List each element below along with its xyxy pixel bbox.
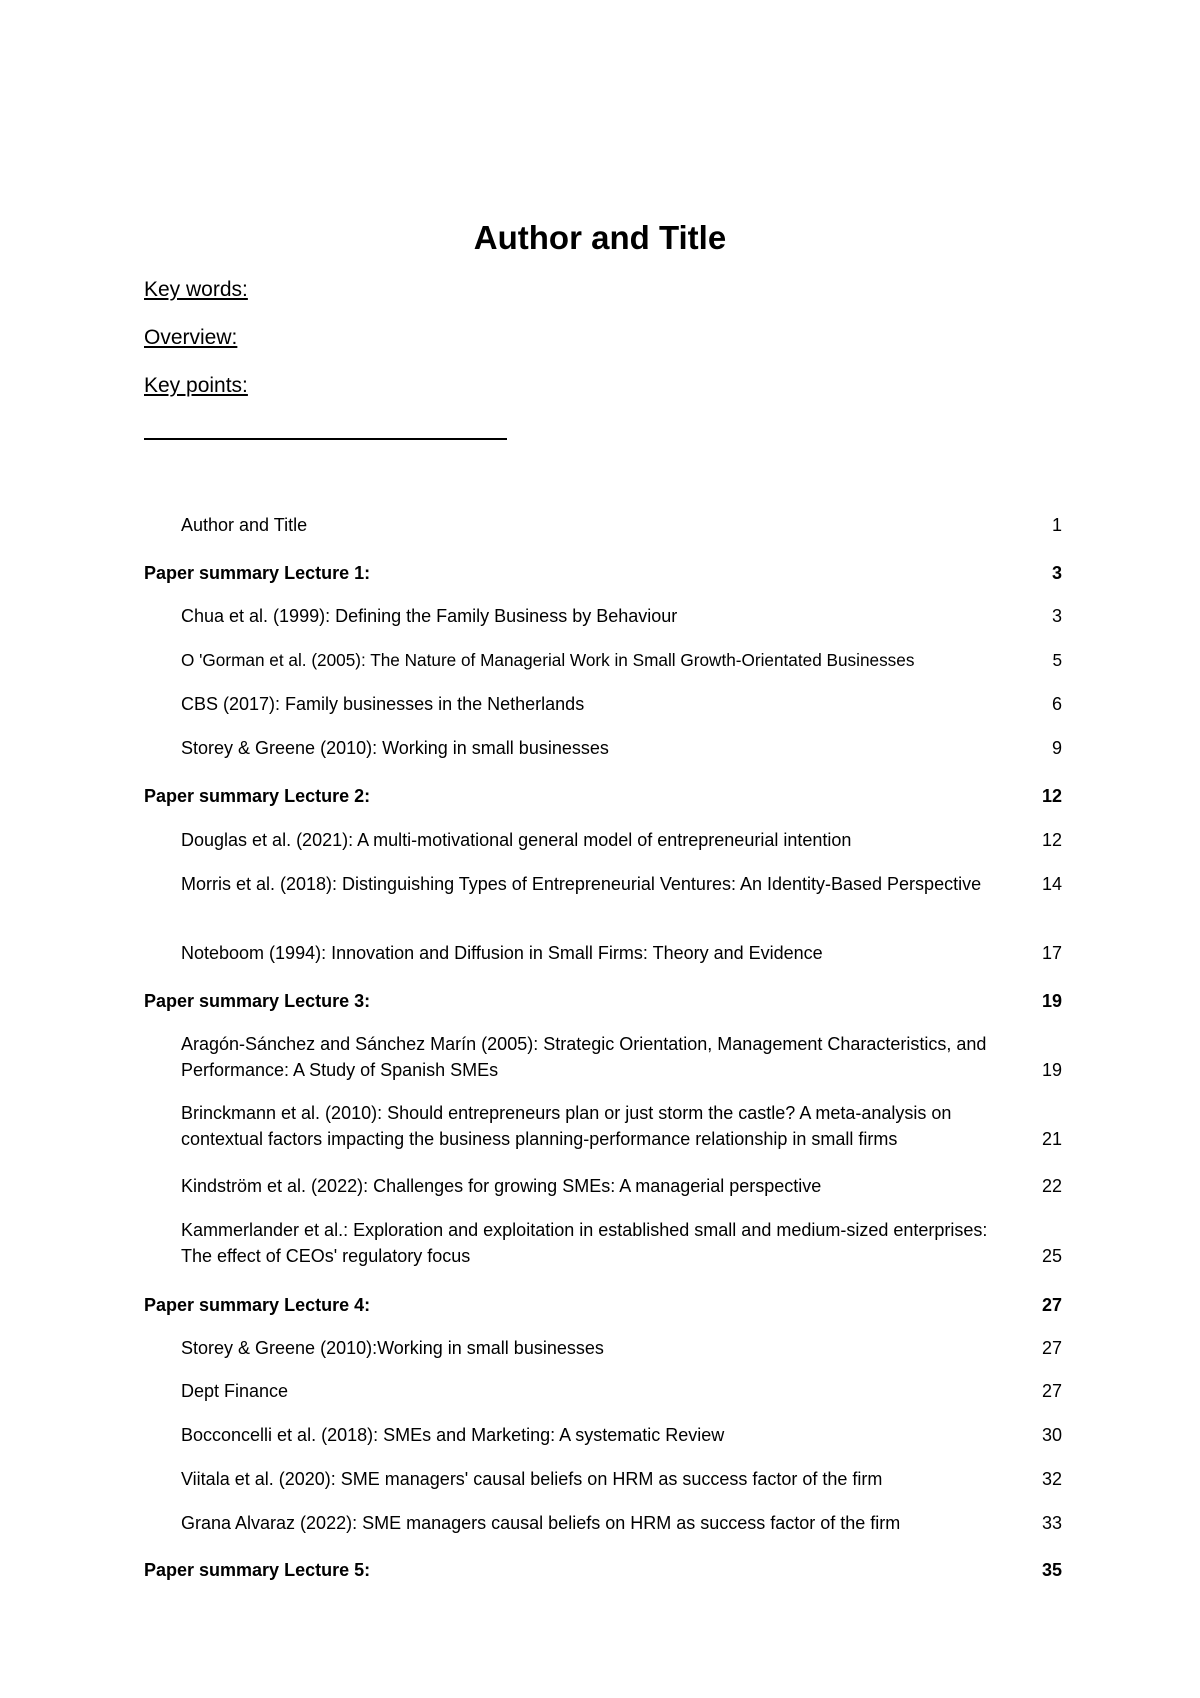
toc-entry-page: 14 <box>1041 874 1062 894</box>
toc-section-heading[interactable] <box>144 1292 1062 1318</box>
toc-entry-title: Paper summary Lecture 2: <box>144 786 371 806</box>
toc-entry[interactable] <box>144 1510 1062 1536</box>
toc-entry-page: 30 <box>1041 1425 1062 1445</box>
toc-entry-page: 22 <box>1041 1176 1062 1196</box>
toc-entry-title: Kammerlander et al.: Exploration and exploitation in established small and medium-sized enterprises: The effect of CEOs' regulatory focus <box>181 1220 988 1266</box>
toc-entry-title: CBS (2017): Family businesses in the Netherlands <box>181 694 585 714</box>
toc-entry[interactable] <box>144 735 1062 761</box>
toc-entry-title: Paper summary Lecture 5: <box>144 1560 371 1580</box>
toc-entry-page: 1 <box>1051 515 1062 535</box>
toc-entry-title: Brinckmann et al. (2010): Should entrepreneurs plan or just storm the castle? A meta-analysis on contextual factors impacting the business planning-performance relationship in small firms <box>181 1103 952 1149</box>
toc-entry-page: 6 <box>1051 694 1062 714</box>
toc-entry-title: Paper summary Lecture 4: <box>144 1295 371 1315</box>
toc-entry[interactable] <box>144 691 1062 717</box>
toc-entry-page: 12 <box>1041 786 1062 806</box>
toc-entry[interactable] <box>144 1378 1062 1404</box>
toc-entry-page: 12 <box>1041 830 1062 850</box>
toc-entry-title: Noteboom (1994): Innovation and Diffusion in Small Firms: Theory and Evidence <box>181 943 823 963</box>
table-of-contents <box>144 0 1062 1698</box>
toc-entry-title: Bocconcelli et al. (2018): SMEs and Marketing: A systematic Review <box>181 1425 725 1445</box>
toc-entry-title: Paper summary Lecture 3: <box>144 991 371 1011</box>
toc-entry-title: Chua et al. (1999): Defining the Family Business by Behaviour <box>181 606 678 626</box>
heading-overview[interactable]: Overview: <box>144 326 238 349</box>
toc-entry-page: 17 <box>1041 943 1062 963</box>
toc-entry-title: Morris et al. (2018): Distinguishing Types of Entrepreneurial Ventures: An Identity-Based Perspective <box>181 874 982 894</box>
toc-entry-page: 33 <box>1041 1513 1062 1533</box>
toc-entry-title: Viitala et al. (2020): SME managers' causal beliefs on HRM as success factor of the firm <box>181 1469 883 1489</box>
heading-keypoints[interactable]: Key points: <box>144 374 248 397</box>
toc-entry-title: Douglas et al. (2021): A multi-motivational general model of entrepreneurial intention <box>181 830 852 850</box>
toc-entry[interactable] <box>144 1100 1062 1152</box>
toc-entry-title: Dept Finance <box>181 1381 289 1401</box>
toc-entry[interactable] <box>144 1173 1062 1199</box>
heading-keywords[interactable]: Key words: <box>144 278 248 301</box>
toc-entry-page: 35 <box>1041 1560 1062 1580</box>
toc-section-heading[interactable] <box>144 783 1062 809</box>
toc-entry-title: Author and Title <box>181 515 308 535</box>
toc-entry-page: 32 <box>1041 1469 1062 1489</box>
toc-entry-title: Grana Alvaraz (2022): SME managers causal beliefs on HRM as success factor of the firm <box>181 1513 901 1533</box>
toc-entry-page: 25 <box>1041 1246 1062 1266</box>
toc-entry-page: 27 <box>1041 1381 1062 1401</box>
toc-entry[interactable] <box>144 940 1062 966</box>
toc-entry[interactable] <box>144 1466 1062 1492</box>
toc-section-heading[interactable] <box>144 1557 1062 1583</box>
toc-entry[interactable] <box>144 1031 1062 1083</box>
toc-entry[interactable] <box>144 603 1062 629</box>
toc-entry-title: O 'Gorman et al. (2005): The Nature of Managerial Work in Small Growth-Orientated Businesses <box>181 650 915 670</box>
toc-entry-page: 19 <box>1041 1060 1062 1080</box>
toc-entry-page: 19 <box>1041 991 1062 1011</box>
toc-entry-title: Kindström et al. (2022): Challenges for growing SMEs: A managerial perspective <box>181 1176 822 1196</box>
toc-section-heading[interactable] <box>144 988 1062 1014</box>
toc-section-heading[interactable] <box>144 560 1062 586</box>
toc-entry[interactable] <box>144 827 1062 853</box>
toc-entry-title: Aragón-Sánchez and Sánchez Marín (2005): Strategic Orientation, Management Characteristics, and Performance: A Study of Spanish SMEs <box>181 1034 987 1080</box>
toc-entry-page: 27 <box>1041 1338 1062 1358</box>
toc-entry-page: 27 <box>1041 1295 1062 1315</box>
toc-entry-page: 3 <box>1051 606 1062 626</box>
toc-entry-title: Storey & Greene (2010): Working in small businesses <box>181 738 609 758</box>
toc-entry-page: 9 <box>1051 738 1062 758</box>
toc-entry-title: Paper summary Lecture 1: <box>144 563 371 583</box>
toc-entry[interactable] <box>144 1217 1062 1269</box>
toc-entry[interactable] <box>144 871 1062 897</box>
toc-entry-title: Storey & Greene (2010):Working in small businesses <box>181 1338 604 1358</box>
toc-entry[interactable] <box>144 1422 1062 1448</box>
toc-entry[interactable] <box>144 647 1062 673</box>
toc-entry[interactable] <box>144 1335 1062 1361</box>
toc-entry-page: 21 <box>1041 1129 1062 1149</box>
page-title: Author and Title <box>473 219 727 256</box>
toc-entry-page: 5 <box>1052 650 1062 670</box>
toc-entry-page: 3 <box>1051 563 1062 583</box>
toc-entry[interactable] <box>144 512 1062 538</box>
